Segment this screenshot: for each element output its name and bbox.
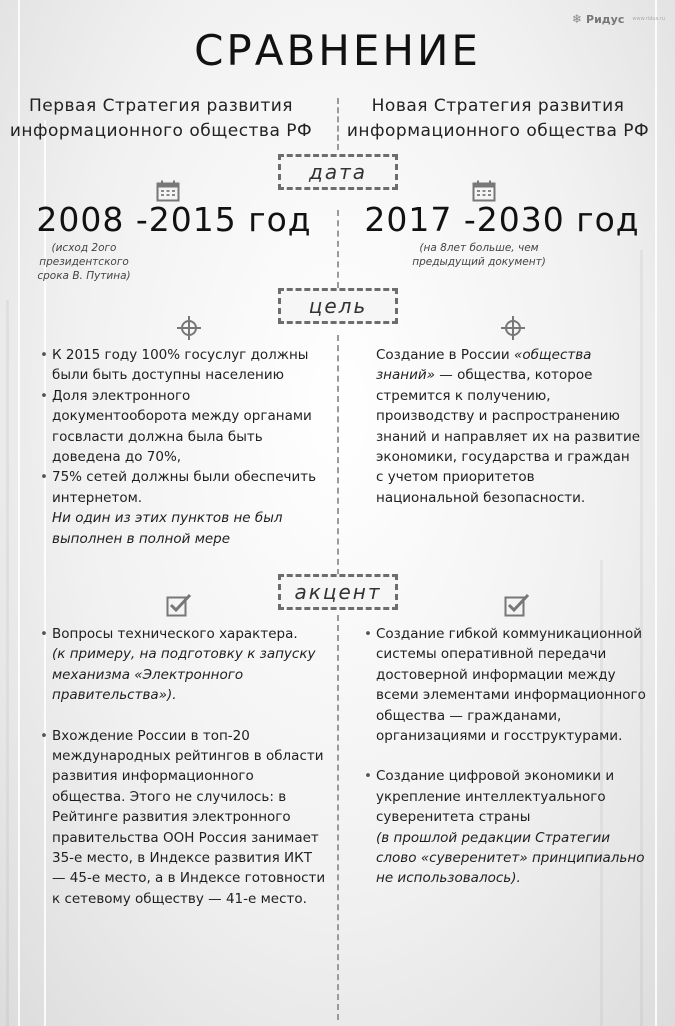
center-divider [337,615,339,1020]
page-title: СРАВНЕНИЕ [194,26,481,75]
list-item: • Доля электронного документооборота между органами госвласти должна была быть доведена до 70%, [38,386,328,468]
center-divider [337,335,339,575]
left-column-heading: Первая Стратегия развития информационного общества РФ [9,96,313,141]
list-item: • К 2015 году 100% госуслуг должны были быть доступны населению [38,345,328,386]
center-divider [337,98,339,150]
section-label-accent: акцент [278,574,398,610]
calendar-icon [156,180,180,202]
section-label-date: дата [278,154,398,190]
brand-logo [572,12,665,26]
list-item [362,766,654,888]
list-item-text: Вопросы технического характера. [52,626,298,642]
goal-right-text [376,345,641,508]
list-item-note: (к примеру, на подготовку к запуску механизма «Электронного правительства»). [52,646,316,704]
center-divider [337,210,339,288]
list-item: • 75% сетей должны были обеспечить интернетом. [38,467,328,508]
right-years: 2017 -2030 год [364,200,640,239]
checkbox-icon [166,593,192,617]
goal-left-note: Ни один из этих пунктов не был выполнен в полной мере [52,510,283,547]
left-years: 2008 -2015 год [36,200,312,239]
list-item-text: Создание цифровой экономики и укрепление интеллектуального суверенитета страны [376,768,615,826]
checkbox-icon [504,593,530,617]
right-years-note: (на 8лет больше, чем предыдущий документ) [412,242,546,268]
goal-right-text-italic: «общества знаний» [376,347,592,384]
section-label-goal: цель [278,288,398,324]
list-item: • Создание гибкой коммуникационной системы оперативной передачи достоверной информации между всеми элементами информационного общества — гражданами, организациями и госструктурами. [362,624,654,746]
goal-left-list [38,345,328,549]
list-item-note: (в прошлой редакции Стратегии слово «суверенитет» принципиально не использовалось). [376,829,645,887]
left-years-note: (исход 2ого президентского срока В. Путина) [37,242,131,282]
target-icon [176,315,202,341]
brand-url: www.ridus.ru [632,16,665,22]
brand-name: Ридус [586,12,625,26]
brand-icon: ❄ [571,12,583,26]
accent-left-list [38,624,328,909]
background-line [655,0,657,1026]
right-column-heading: Новая Стратегия развития информационного общества РФ [346,96,650,141]
goal-left-note-item [38,508,328,549]
accent-right-list [362,624,654,889]
list-item: • Вхождение России в топ-20 международных рейтингов в области развития информационного общества. Этого не случилось: в Рейтинге развития электронного правительства ООН Россия занимает 35-е место, в Индексе развития ИКТ — 45-е место, а в Индексе готовности к сетевому обществу — 41-е место. [38,726,328,910]
calendar-icon [472,180,496,202]
target-icon [500,315,526,341]
goal-right-text-prefix: Создание в России [376,347,514,363]
goal-right-text-suffix: — общества, которое стремится к получению, производству и распространению знаний и направляет их на развитие экономики, государства и граждан с учетом приоритетов национальной безопасности. [376,367,641,506]
list-item [38,624,328,706]
background-line [18,0,20,1026]
background-line [6,300,9,1026]
